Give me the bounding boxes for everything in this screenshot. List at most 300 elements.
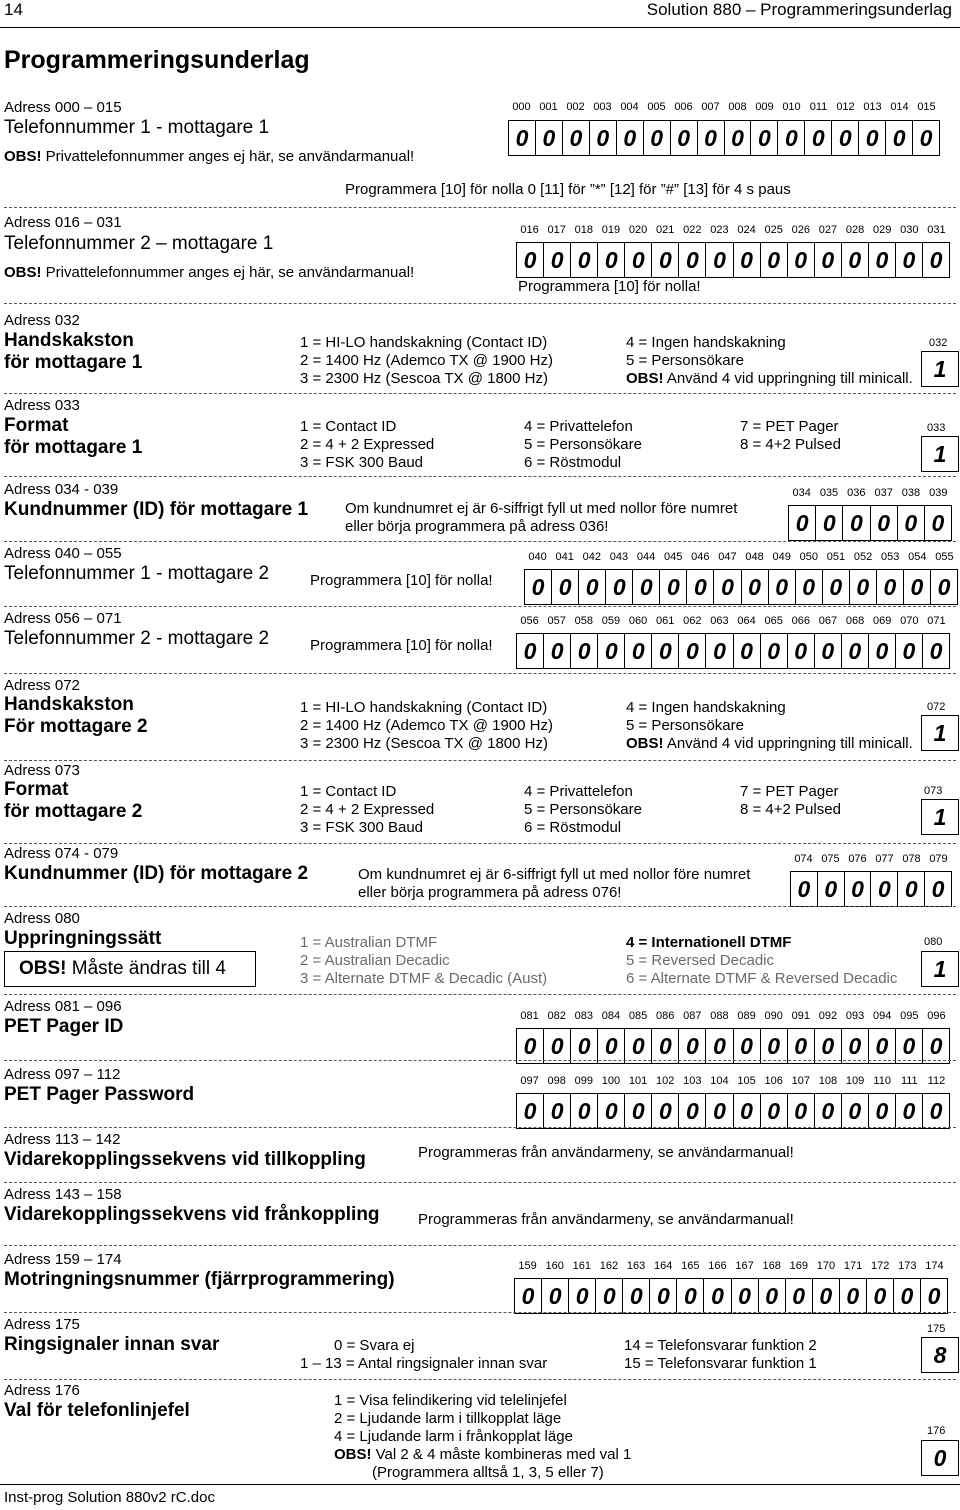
section-divider <box>4 606 956 607</box>
box-labels <box>790 852 952 866</box>
section-divider <box>4 207 956 208</box>
option-column-2: 4 = Ingen handskakning 5 = Personsökare OBS! Använd 4 vid uppringning till minicall. <box>626 699 913 752</box>
digit-box: 0 <box>705 243 732 277</box>
address-number: 047 <box>718 551 737 563</box>
section-title-line1: Handskakston <box>4 694 134 715</box>
digit-box: 0 <box>795 570 822 604</box>
option-column-2: 4 = Privattelefon 5 = Personsökare 6 = Röstmodul <box>524 418 642 471</box>
digit-box: 0 <box>812 1279 839 1313</box>
section-divider <box>4 1060 956 1061</box>
address-number: 012 <box>836 101 855 113</box>
address-number: 096 <box>927 1010 946 1022</box>
section-title-line2: för mottagare 2 <box>4 801 143 822</box>
digit-boxes <box>508 120 940 156</box>
address-number: 066 <box>791 615 810 627</box>
address-number: 168 <box>762 1260 781 1272</box>
address-number: 031 <box>927 224 946 236</box>
digit-box: 0 <box>568 1279 595 1313</box>
address-number: 017 <box>547 224 566 236</box>
digit-box: 0 <box>643 121 670 155</box>
digit-box: 0 <box>760 1029 787 1063</box>
address-number: 042 <box>582 551 601 563</box>
address-box-group <box>790 852 952 907</box>
digit-box: 0 <box>817 872 844 906</box>
digit-box: 0 <box>649 1279 676 1313</box>
address-number: 111 <box>900 1075 918 1087</box>
digit-box: 0 <box>543 1029 570 1063</box>
digit-box: 0 <box>760 1094 787 1128</box>
section-title-line1: Format <box>4 779 69 800</box>
address-number: 055 <box>935 551 954 563</box>
digit-box: 0 <box>616 121 643 155</box>
address-number: 044 <box>636 551 656 563</box>
digit-box: 1 <box>921 799 959 835</box>
option-column-1: 0 = Svara ej 1 – 13 = Antal ringsignaler innan svar <box>300 1337 548 1372</box>
digit-box: 0 <box>760 634 787 668</box>
digit-box: 0 <box>785 1279 812 1313</box>
address-number: 057 <box>547 615 566 627</box>
address-label: Adress 175 <box>4 1316 80 1333</box>
digit-box: 0 <box>678 243 705 277</box>
address-number: 060 <box>628 615 648 627</box>
section-divider <box>4 843 956 844</box>
section-divider <box>4 541 956 542</box>
address-number: 013 <box>863 101 882 113</box>
option-column-2: 4 = Privattelefon 5 = Personsökare 6 = Röstmodul <box>524 783 642 836</box>
address-label: Adress 176 <box>4 1382 80 1399</box>
box-labels <box>516 223 950 237</box>
digit-box: 0 <box>651 243 678 277</box>
digit-box: 0 <box>589 121 616 155</box>
address-number: 160 <box>545 1260 564 1272</box>
address-number: 162 <box>599 1260 619 1272</box>
digit-box: 0 <box>797 876 811 902</box>
digit-box: 0 <box>651 1094 678 1128</box>
address-number: 010 <box>782 101 801 113</box>
digit-box: 0 <box>733 1029 760 1063</box>
digit-box: 0 <box>678 1029 705 1063</box>
digit-box: 0 <box>841 634 868 668</box>
section-title: Val för telefonlinjefel <box>4 1400 190 1421</box>
digit-box: 0 <box>795 510 809 536</box>
section-divider <box>4 393 956 394</box>
programming-hint: Programmera [10] för nolla! <box>518 278 701 295</box>
address-number: 004 <box>620 101 639 113</box>
address-number: 104 <box>710 1075 729 1087</box>
digit-box: 0 <box>839 1279 866 1313</box>
digit-box: 0 <box>535 121 562 155</box>
address-number: 043 <box>609 551 629 563</box>
digit-box: 0 <box>570 1094 597 1128</box>
box-label: 073 <box>924 785 943 797</box>
address-number: 026 <box>791 224 810 236</box>
address-number: 159 <box>518 1260 537 1272</box>
address-number: 029 <box>873 224 892 236</box>
address-number: 056 <box>520 615 539 627</box>
option-column-2: 14 = Telefonsvarar funktion 2 15 = Telefonsvarar funktion 1 <box>624 1337 817 1372</box>
digit-box: 0 <box>570 1029 597 1063</box>
digit-box: 0 <box>705 634 732 668</box>
section-title: Ringsignaler innan svar <box>4 1334 220 1355</box>
option-list: 1 = Visa felindikering vid telelinjefel 2 = Ljudande larm i tillkopplat läge 4 = Ljudande larm i frånkopplat läge OBS! Val 2 & 4 måste kombineras med val 1 (Programmera alltså 1, 3, 5 eller 7) <box>334 1392 632 1481</box>
digit-box: 0 <box>922 243 949 277</box>
address-number: 019 <box>601 224 621 236</box>
digit-box: 0 <box>787 1029 814 1063</box>
address-number: 006 <box>674 101 693 113</box>
option-column-2: 4 = Ingen handskakning 5 = Personsökare OBS! Använd 4 vid uppringning till minicall. <box>626 334 913 387</box>
address-number: 108 <box>818 1075 838 1087</box>
section-title: Kundnummer (ID) för mottagare 2 <box>4 863 309 884</box>
digit-box: 0 <box>815 506 842 540</box>
digit-box: 0 <box>515 125 529 151</box>
address-number: 009 <box>755 101 774 113</box>
digit-box: 0 <box>760 243 787 277</box>
digit-box: 0 <box>605 570 632 604</box>
digit-box: 0 <box>841 1094 868 1128</box>
address-label: Adress 081 – 096 <box>4 998 122 1015</box>
section-title-line1: Handskakston <box>4 330 134 351</box>
digit-box: 0 <box>523 1098 537 1124</box>
address-number: 035 <box>819 487 839 499</box>
address-number: 088 <box>710 1010 729 1022</box>
address-number: 079 <box>929 853 948 865</box>
digit-box: 0 <box>521 1283 535 1309</box>
digit-box: 0 <box>893 1279 920 1313</box>
box-labels <box>514 1259 948 1273</box>
address-number: 074 <box>794 853 813 865</box>
digit-box: 1 <box>921 951 959 987</box>
digit-box: 0 <box>787 243 814 277</box>
digit-box: 0 <box>595 1279 622 1313</box>
option-column-1: 1 = Contact ID 2 = 4 + 2 Expressed 3 = FSK 300 Baud <box>300 783 435 836</box>
address-number: 101 <box>628 1075 648 1087</box>
section-divider <box>4 1245 956 1246</box>
digit-box: 0 <box>924 506 951 540</box>
digit-box: 0 <box>697 121 724 155</box>
address-number: 020 <box>628 224 648 236</box>
section-title-line2: för mottagare 1 <box>4 437 143 458</box>
address-number: 011 <box>809 101 828 113</box>
digit-box: 0 <box>895 1029 922 1063</box>
box-label: 032 <box>929 337 948 349</box>
digit-box: 0 <box>733 1094 760 1128</box>
section-title-line2: För mottagare 2 <box>4 716 148 737</box>
digit-boxes <box>516 1028 950 1064</box>
box-label: 080 <box>924 936 943 948</box>
address-number: 067 <box>818 615 838 627</box>
address-label: Adress 040 – 055 <box>4 545 122 562</box>
section-divider <box>4 476 956 477</box>
address-number: 087 <box>683 1010 702 1022</box>
address-number: 076 <box>848 853 867 865</box>
digit-box: 0 <box>632 570 659 604</box>
address-label: Adress 032 <box>4 312 80 329</box>
digit-box: 0 <box>921 1440 959 1476</box>
address-number: 002 <box>566 101 585 113</box>
digit-box: 0 <box>670 121 697 155</box>
digit-box: 0 <box>624 1094 651 1128</box>
address-number: 166 <box>708 1260 727 1272</box>
section-divider <box>4 994 956 995</box>
programming-hint: Programmera [10] för nolla 0 [11] för ”*” [12] för ”#” [13] för 4 s paus <box>345 181 791 198</box>
digit-box: 0 <box>622 1279 649 1313</box>
address-number: 081 <box>520 1010 539 1022</box>
address-number: 041 <box>555 551 574 563</box>
digit-box: 0 <box>787 1094 814 1128</box>
address-number: 107 <box>791 1075 810 1087</box>
digit-box: 0 <box>870 506 897 540</box>
digit-box: 0 <box>912 121 939 155</box>
address-number: 106 <box>764 1075 783 1087</box>
digit-box: 0 <box>541 1279 568 1313</box>
page-title: Programmeringsunderlag <box>4 46 310 74</box>
section-title-line2: för mottagare 1 <box>4 352 143 373</box>
digit-box: 0 <box>858 121 885 155</box>
obs-note: OBS! Privattelefonnummer anges ej här, se användarmanual! <box>4 264 415 281</box>
digit-boxes <box>524 569 958 605</box>
footer-rule <box>0 1484 960 1485</box>
address-box-group <box>514 1259 948 1314</box>
digit-boxes <box>516 1093 950 1129</box>
address-box-group <box>516 223 950 278</box>
address-number: 163 <box>626 1260 646 1272</box>
address-number: 030 <box>900 224 919 236</box>
digit-box: 0 <box>523 638 537 664</box>
address-number: 050 <box>799 551 818 563</box>
digit-box: 0 <box>866 1279 893 1313</box>
digit-box: 0 <box>731 1279 758 1313</box>
digit-box: 0 <box>741 570 768 604</box>
digit-boxes <box>514 1278 948 1314</box>
obs-note: OBS! Privattelefonnummer anges ej här, se användarmanual! <box>4 148 415 165</box>
digit-boxes <box>516 242 950 278</box>
address-number: 018 <box>574 224 593 236</box>
instruction-text: Om kundnumret ej är 6-siffrigt fyll ut med nollor före numret eller börja programmera på adress 076! <box>358 866 751 901</box>
digit-box: 0 <box>543 243 570 277</box>
digit-box: 0 <box>551 570 578 604</box>
address-number: 172 <box>871 1260 890 1272</box>
address-number: 014 <box>890 101 909 113</box>
section-divider <box>4 673 956 674</box>
digit-box: 0 <box>844 872 871 906</box>
box-label: 072 <box>927 701 946 713</box>
digit-box: 0 <box>597 634 624 668</box>
digit-box: 0 <box>750 121 777 155</box>
digit-box: 0 <box>713 570 740 604</box>
address-number: 063 <box>710 615 729 627</box>
option-column-3: 7 = PET Pager 8 = 4+2 Pulsed <box>740 418 841 453</box>
address-number: 065 <box>764 615 783 627</box>
digit-box: 0 <box>868 1094 895 1128</box>
digit-box: 0 <box>597 243 624 277</box>
digit-box: 1 <box>921 436 959 472</box>
address-number: 028 <box>845 224 865 236</box>
address-number: 000 <box>512 101 531 113</box>
section-title: Telefonnummer 2 – mottagare 1 <box>4 233 274 254</box>
address-number: 049 <box>772 551 791 563</box>
digit-box: 0 <box>523 1033 537 1059</box>
address-number: 007 <box>701 101 720 113</box>
footer-filename: Inst-prog Solution 880v2 rC.doc <box>4 1489 215 1506</box>
address-box-group <box>524 550 958 605</box>
address-number: 100 <box>601 1075 621 1087</box>
digit-box: 0 <box>922 634 949 668</box>
section-title: PET Pager Password <box>4 1084 195 1105</box>
digit-box: 0 <box>624 1029 651 1063</box>
digit-box: 0 <box>849 570 876 604</box>
address-number: 084 <box>601 1010 621 1022</box>
address-number: 001 <box>539 101 558 113</box>
address-number: 064 <box>737 615 756 627</box>
address-number: 086 <box>656 1010 675 1022</box>
digit-box: 0 <box>903 570 930 604</box>
option-column-3: 7 = PET Pager 8 = 4+2 Pulsed <box>740 783 841 818</box>
address-number: 021 <box>656 224 675 236</box>
address-number: 025 <box>764 224 783 236</box>
digit-box: 0 <box>597 1029 624 1063</box>
header-rule <box>0 27 960 28</box>
section-title: Telefonnummer 2 - mottagare 2 <box>4 628 270 649</box>
address-label: Adress 113 – 142 <box>4 1131 121 1148</box>
digit-box: 0 <box>733 243 760 277</box>
address-number: 089 <box>737 1010 756 1022</box>
box-labels <box>508 100 940 114</box>
digit-box: 0 <box>895 243 922 277</box>
option-column-1: 1 = HI-LO handskakning (Contact ID) 2 = 1400 Hz (Ademco TX @ 1900 Hz) 3 = 2300 Hz (Sescoa TX @ 1800 Hz) <box>300 334 553 387</box>
address-number: 093 <box>845 1010 865 1022</box>
address-number: 054 <box>908 551 927 563</box>
address-number: 037 <box>874 487 893 499</box>
digit-boxes <box>788 505 952 541</box>
address-number: 070 <box>900 615 919 627</box>
digit-box: 0 <box>724 121 751 155</box>
box-labels <box>788 486 952 500</box>
digit-box: 0 <box>686 570 713 604</box>
address-number: 048 <box>745 551 764 563</box>
address-number: 174 <box>925 1260 944 1272</box>
digit-box: 0 <box>758 1279 785 1313</box>
address-number: 016 <box>520 224 539 236</box>
address-number: 092 <box>818 1010 838 1022</box>
address-number: 095 <box>900 1010 919 1022</box>
section-title: PET Pager ID <box>4 1016 124 1037</box>
address-label: Adress 159 – 174 <box>4 1251 122 1268</box>
address-box-group <box>516 1009 950 1064</box>
page-number: 14 <box>4 0 23 19</box>
digit-box: 0 <box>885 121 912 155</box>
digit-box: 0 <box>597 1094 624 1128</box>
address-number: 034 <box>792 487 811 499</box>
digit-box: 0 <box>543 1094 570 1128</box>
box-labels <box>516 1074 950 1088</box>
section-title: Telefonnummer 1 - mottagare 2 <box>4 563 270 584</box>
section-divider <box>4 1379 956 1380</box>
digit-box: 0 <box>841 243 868 277</box>
address-number: 103 <box>683 1075 702 1087</box>
box-labels <box>516 1009 950 1023</box>
digit-box: 0 <box>842 506 869 540</box>
digit-box: 0 <box>841 1029 868 1063</box>
digit-box: 0 <box>814 634 841 668</box>
section-divider <box>4 906 956 907</box>
address-number: 078 <box>902 853 921 865</box>
digit-box: 0 <box>814 1029 841 1063</box>
box-labels <box>516 614 950 628</box>
digit-box: 0 <box>895 634 922 668</box>
section-title: Vidarekopplingssekvens vid tillkoppling <box>4 1149 366 1170</box>
address-number: 058 <box>574 615 593 627</box>
digit-box: 0 <box>870 872 897 906</box>
address-number: 173 <box>898 1260 917 1272</box>
address-number: 098 <box>547 1075 566 1087</box>
address-number: 090 <box>764 1010 783 1022</box>
address-number: 165 <box>681 1260 700 1272</box>
address-number: 071 <box>927 615 946 627</box>
digit-box: 0 <box>651 1029 678 1063</box>
digit-box: 0 <box>814 243 841 277</box>
digit-box: 0 <box>831 121 858 155</box>
address-number: 036 <box>847 487 866 499</box>
digit-box: 0 <box>705 1029 732 1063</box>
digit-box: 0 <box>659 570 686 604</box>
address-label: Adress 072 <box>4 677 80 694</box>
document-title: Solution 880 – Programmeringsunderlag <box>646 0 952 19</box>
section-divider <box>4 760 956 761</box>
section-title-line1: Format <box>4 415 69 436</box>
address-number: 097 <box>520 1075 539 1087</box>
digit-box: 1 <box>921 715 959 751</box>
address-number: 094 <box>873 1010 892 1022</box>
option-column-1: 1 = HI-LO handskakning (Contact ID) 2 = 1400 Hz (Ademco TX @ 1900 Hz) 3 = 2300 Hz (Sescoa TX @ 1800 Hz) <box>300 699 553 752</box>
address-number: 091 <box>791 1010 810 1022</box>
address-number: 069 <box>873 615 892 627</box>
digit-box: 8 <box>921 1337 959 1373</box>
address-label: Adress 097 – 112 <box>4 1066 121 1083</box>
address-number: 083 <box>574 1010 593 1022</box>
address-number: 171 <box>843 1260 863 1272</box>
address-label: Adress 056 – 071 <box>4 610 122 627</box>
digit-box: 0 <box>523 247 537 273</box>
box-label: 175 <box>927 1323 946 1335</box>
digit-box: 0 <box>777 121 804 155</box>
option-column-1: 1 = Contact ID 2 = 4 + 2 Expressed 3 = FSK 300 Baud <box>300 418 435 471</box>
address-number: 027 <box>818 224 838 236</box>
digit-box: 0 <box>922 1094 949 1128</box>
digit-box: 0 <box>678 634 705 668</box>
address-number: 085 <box>628 1010 648 1022</box>
address-number: 062 <box>683 615 702 627</box>
address-label: Adress 000 – 015 <box>4 99 122 116</box>
section-title: Vidarekopplingssekvens vid frånkoppling <box>4 1204 380 1225</box>
digit-box: 0 <box>562 121 589 155</box>
address-number: 039 <box>929 487 948 499</box>
address-number: 082 <box>547 1010 566 1022</box>
address-number: 003 <box>593 101 612 113</box>
digit-box: 0 <box>703 1279 730 1313</box>
address-number: 040 <box>528 551 547 563</box>
digit-box: 0 <box>787 634 814 668</box>
section-divider <box>4 1182 956 1183</box>
address-box-group <box>516 614 950 669</box>
address-number: 105 <box>737 1075 756 1087</box>
digit-box: 0 <box>897 872 924 906</box>
section-title: Uppringningssätt <box>4 928 162 949</box>
address-number: 053 <box>881 551 900 563</box>
address-number: 015 <box>917 101 936 113</box>
address-number: 164 <box>654 1260 673 1272</box>
address-number: 112 <box>927 1075 946 1087</box>
digit-boxes <box>516 633 950 669</box>
